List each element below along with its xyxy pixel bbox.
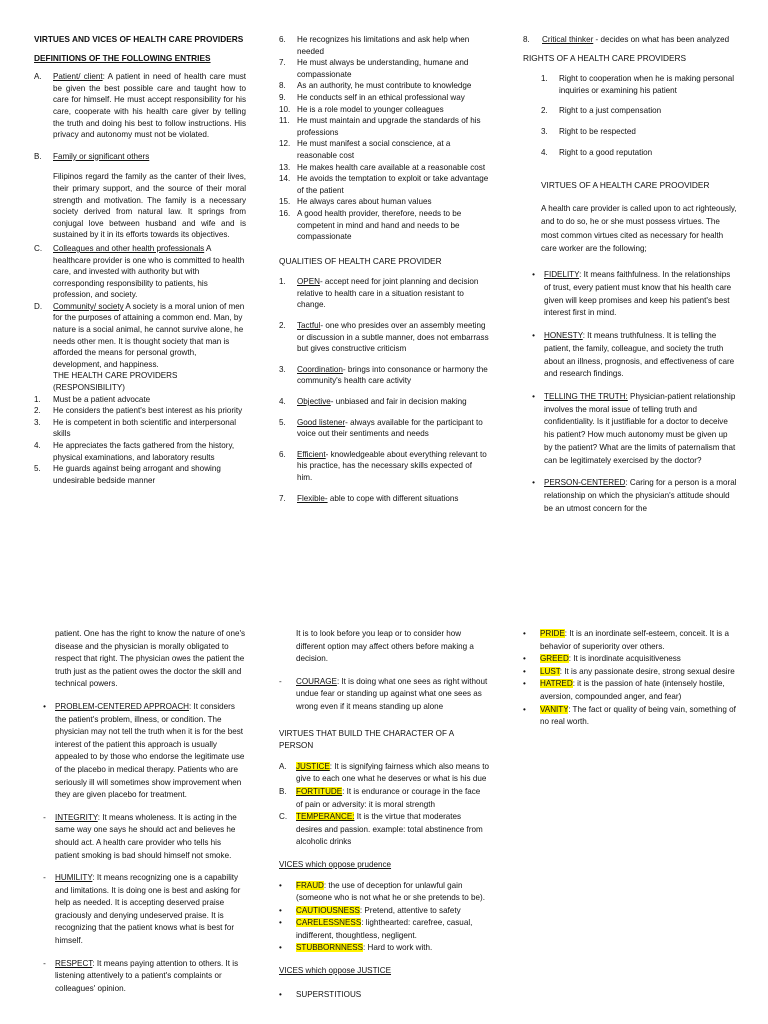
list-item: 13. He makes health care available at a reasonable cost [279,162,486,172]
prudence-vices-list [279,880,489,956]
virtue-term: TEMPERANCE: [296,812,355,822]
list-item: 1. OPEN- accept need for joint planning and decision relative to health care in a situation resistant to change. [279,277,479,310]
continuation-text: It is to look before you leap or to consider how different option may affect others before making a decision. [296,629,474,664]
quality-term: Objective [297,397,331,407]
list-item: • HATRED: it is the passion of hate (intensely hostile, aversion, compounded anger, and fear) [523,678,737,703]
virtues-list [523,269,737,515]
list-item: • LUST: It is any passionate desire, strong sexual desire [523,666,737,679]
bullet: • [523,679,526,689]
quality-term: Good listener [297,417,346,427]
list-item: • VANITY: The fact or quality of being vain, something of no real worth. [523,704,737,729]
bullet: • [279,918,282,928]
virtue-term: COURAGE [296,676,337,686]
list-item: A. JUSTICE: It is signifying fairness which also means to give to each one what he deserves or what is his due [279,761,489,784]
list-item: 2. He considers the patient's best interest as his priority [34,406,243,416]
list-item: 2. Right to a just compensation [541,106,662,116]
list-item: B. FORTITUDE: It is endurance or courage in the face of pain or adversity: it is moral strength [279,786,481,809]
definition-text: A healthcare provider is one who is committed to health care, and invested with authority but with corresponding responsibility to patients, his profession, and society. [53,243,245,300]
vice-term: HATRED [540,679,573,689]
list-item: 1. Right to cooperation when he is making personal inquiries or examining his patient [541,74,735,95]
list-item: • GREED: It is inordinate acquisitiveness [523,653,737,666]
virtue-term: PROBLEM-CENTERED APPROACH [55,701,190,711]
character-virtues-heading: VIRTUES THAT BUILD THE CHARACTER OF A PERSON [279,728,454,751]
definition-term: Family or significant others [53,151,150,161]
list-item: - INTEGRITY: It means wholeness. It is acting in the same way one says he should act and believes he should act. A health care provider who tells his patient smoking is bad should himself not smoke. [34,812,246,862]
list-item: - COURAGE: It is doing what one sees as right without undue fear or standing up against what one sees as wrong even if it means standing up alone [279,676,489,714]
list-item: • HONESTY: It means truthfulness. It is telling the patient, the family, colleague, and society the truth about an illness, prognosis, and effectiveness of care and research findings. [523,330,737,381]
vice-term: CARELESSNESS [296,918,362,928]
list-item: 3. He is competent in both scientific and interpersonal skills [34,417,237,439]
list-item: • FRAUD: the use of deception for unlawful gain (someone who is not what he or she pretends to be). [279,880,489,905]
justice-vices-heading: VICES which oppose JUSTICE [279,966,392,976]
list-item: 7. He must always be understanding, humane and compassionate [279,58,469,79]
definition-term: Colleagues and other health professionals [53,243,205,253]
vice-term: VANITY [540,704,569,714]
list-item: 4. Objective- unbiased and fair in decision making [279,397,467,407]
bullet: • [523,704,526,714]
bottom-column-2 [279,628,489,1001]
bullet: • [523,666,526,676]
bottom-column-1 [34,628,246,995]
bullet: - [43,873,46,883]
top-column-2 [279,34,489,504]
bullet: - [43,958,46,968]
list-item: • PERSON-CENTERED: Caring for a person is a moral relationship on which the physician's attitude should be an utmost concern for the [523,477,737,515]
list-item: • TELLING THE TRUTH: Physician-patient relationship involves the moral issue of telling truth and confidentiality. Is it justifiable for a doctor to deceive his patient? How much autonomy must be given up by the patient? What are the limits of paternalism that can be legitimately exercised by the doctor? [523,391,737,467]
virtue-term: FIDELITY [544,270,580,280]
virtue-term: INTEGRITY [55,812,98,822]
rights-heading: RIGHTS OF A HEALTH CARE PROVIDERS [523,52,687,63]
list-item: 5. Good listener- always available for the participant to voice out their sentiments and needs [279,417,483,439]
list-item: 3. Coordination- brings into consonance or harmony the community's health care activity [279,364,488,386]
list-item: 11. He must maintain and upgrade the standards of his professions [279,116,481,137]
list-item: 9. He conducts self in an ethical professional way [279,92,465,102]
list-item: 4. He appreciates the facts gathered from the history, physical examinations, and laboratory results [34,441,235,462]
quality-term: Critical thinker [542,35,594,44]
vice-term: CAUTIOUSNESS [296,905,360,915]
definition-term: Patient/ client [53,72,103,82]
providers-list [34,394,246,487]
virtue-term: HUMILITY [55,873,93,883]
list-item: • PROBLEM-CENTERED APPROACH: It considers the patient's problem, illness, or condition. The physician may not tell the truth when it is for the best interest of the patient this approach is usually appealed to by those who endorse the legitimate use of the placebo in medical therapy. Patients who are seriously ill will sometimes show improvement when they are given placebo for treatment. [34,701,246,802]
bullet: • [532,270,535,280]
list-item: 5. He guards against being arrogant and showing undesirable bedside manner [34,464,221,485]
list-item: • CAUTIOUSNESS: Pretend, attentive to safety [279,905,489,918]
bullet: • [532,392,535,401]
list-item: 2. Tactful- one who presides over an assembly meeting or discussion in a subtle manner, does not embarrass but gives constructive criticism [279,321,489,354]
list-item: 15. He always cares about human values [279,197,432,207]
list-item: • FIDELITY: It means faithfulness. In the relationships of trust, every patient must know that his health care given will keep promises and keep his patient's best interest first in mind. [523,269,737,320]
bullet: • [523,629,526,638]
quality-term: Coordination [297,364,343,374]
list-item: 3. Right to be respected [541,126,636,136]
definition-marker: B. [34,151,42,161]
continuation-text: patient. One has the right to know the nature of one's disease and the physician is morally obligated to respect that right. The physician owes the patient the truth just as the patient owes the doctor the skill and technical powers. [55,629,246,689]
definition-d [34,301,246,371]
top-column-1 [34,34,246,486]
list-item: 8. As an authority, he must contribute to knowledge [279,81,472,91]
virtue-term: JUSTICE [296,761,330,771]
list-item: 4. Right to a good reputation [541,147,653,157]
qualities-heading: QUALITIES OF HEALTH CARE PROVIDER [279,255,442,266]
list-item: 10. He is a role model to younger colleagues [279,104,444,114]
virtue-term: TELLING THE TRUTH: [544,392,628,401]
list-item: C. TEMPERANCE: It is the virtue that moderates desires and passion. example: total abstinence from alcoholic drinks [279,812,483,847]
prudence-vices-heading: VICES which oppose prudence [279,859,392,869]
vice-term: FRAUD [296,880,324,890]
bullet: • [532,478,535,488]
definition-c [34,243,246,301]
vice-term: LUST [540,666,560,676]
qualities-list [279,276,489,504]
list-item: - HUMILITY: It means recognizing one is a capability and limitations. It is doing one is best and asking for help as needed. It is accepting deserved praise graciously and denying undeserved praise. It is recognizing that the patient knows what is best for himself. [34,872,246,948]
bullet: • [279,989,282,999]
character-virtues-list [279,761,489,849]
list-item: • PRIDE: It is an inordinate self-esteem, conceit. It is a behavior of superiority over others. [523,628,737,653]
definition-term: Community/ society [53,301,124,311]
list-item: 14. He avoids the temptation to exploit or take advantage of the patient [279,174,489,195]
definition-text: : A patient in need of health care must be given the best possible care and taught how to care for himself. He must accept responsibility for his care, cooperate with his health care giver by telling the truth and doing his best to follow instructions. His privacy and autonomy must not be violated. [53,72,247,140]
bullet: • [279,905,282,915]
list-item: 6. Efficient- knowledgeable about everything relevant to his practice, has the necessary skills expected of him. [279,449,487,482]
definition-a [34,71,246,141]
vice-term: GREED [540,654,569,664]
virtue-term: RESPECT [55,958,93,968]
definition-text: A society is a moral union of men for the purposes of attaining a common end. Man, by nature is a social animal, he cannot survive alone, he needs other men. It is thought society that man is afforded the means for personal growth, development, and happiness. [53,301,245,369]
bullet: - [43,812,46,822]
quality-term: OPEN [297,277,320,287]
bullet: • [43,701,46,711]
bullet: • [279,880,282,890]
list-item: 12. He must manifest a social conscience, at a reasonable cost [279,139,451,160]
responsibilities-continued [279,34,489,243]
virtue-term: PERSON-CENTERED [544,478,626,488]
bullet: • [532,331,535,341]
definition-marker: C. [34,243,43,253]
vice-term: SUPERSTITIOUS [296,989,362,999]
definition-marker: D. [34,301,43,311]
list-item: 16. A good health provider, therefore, needs to be competent in mind and hand and needs to be compassionate [279,208,462,242]
quality-term: Flexible- [297,493,328,503]
bottom-column-3 [523,628,737,729]
virtues-heading: VIRTUES OF A HEALTH CARE PROOVIDER [541,180,710,191]
list-item: • STUBBORNNESS: Hard to work with. [279,942,489,955]
document-title: VIRTUES AND VICES OF HEALTH CARE PROVIDERS [34,34,244,44]
definitions-heading: DEFINITIONS OF THE FOLLOWING ENTRIES [34,52,211,63]
top-column-3 [523,34,737,515]
list-item: • CARELESSNESS: lighthearted: carefree, casual, indifferent, thoughtless, negligent. [279,917,489,942]
vice-term: STUBBORNNESS [296,943,364,953]
bullet: • [523,654,526,664]
quality-term: Efficient [297,449,326,459]
family-text: Filipinos regard the family as the canter of their lives, their primary support, and the source of their moral strength and motivation. The family is a necessary society derived from natural law. It springs from conjugal love between husband and wife and is sustained by it in its efforts towards its objectives. [53,172,246,240]
list-item: 6. He recognizes his limitations and ask help when needed [279,35,470,56]
bullet: • [279,943,282,953]
virtue-term: HONESTY [544,331,583,341]
list-item [279,989,489,1002]
providers-subheading: (RESPONSIBILITY) [53,383,125,393]
virtues-intro: A health care provider is called upon to act righteously, and to do so, he or she must possess virtues. The most common virtues cited as necessary for health care worker are the following; [541,203,737,253]
definition-b [34,151,246,163]
vices-list [523,628,737,729]
bullet: - [279,676,282,686]
list-item: 7. Flexible- able to cope with different situations [279,493,459,503]
vice-term: PRIDE [540,629,565,638]
definition-marker: A. [34,72,42,82]
list-item: - RESPECT: It means paying attention to others. It is listening attentively to a patient's complaints or colleagues' opinion. [34,958,246,996]
rights-list [541,73,737,158]
list-item: 8. Critical thinker - decides on what has been analyzed [523,35,730,44]
providers-heading: THE HEALTH CARE PROVIDERS [53,371,178,381]
virtue-term: FORTITUDE [296,786,343,796]
list-item: 1. Must be a patient advocate [34,394,151,404]
quality-term: Tactful [297,321,321,331]
